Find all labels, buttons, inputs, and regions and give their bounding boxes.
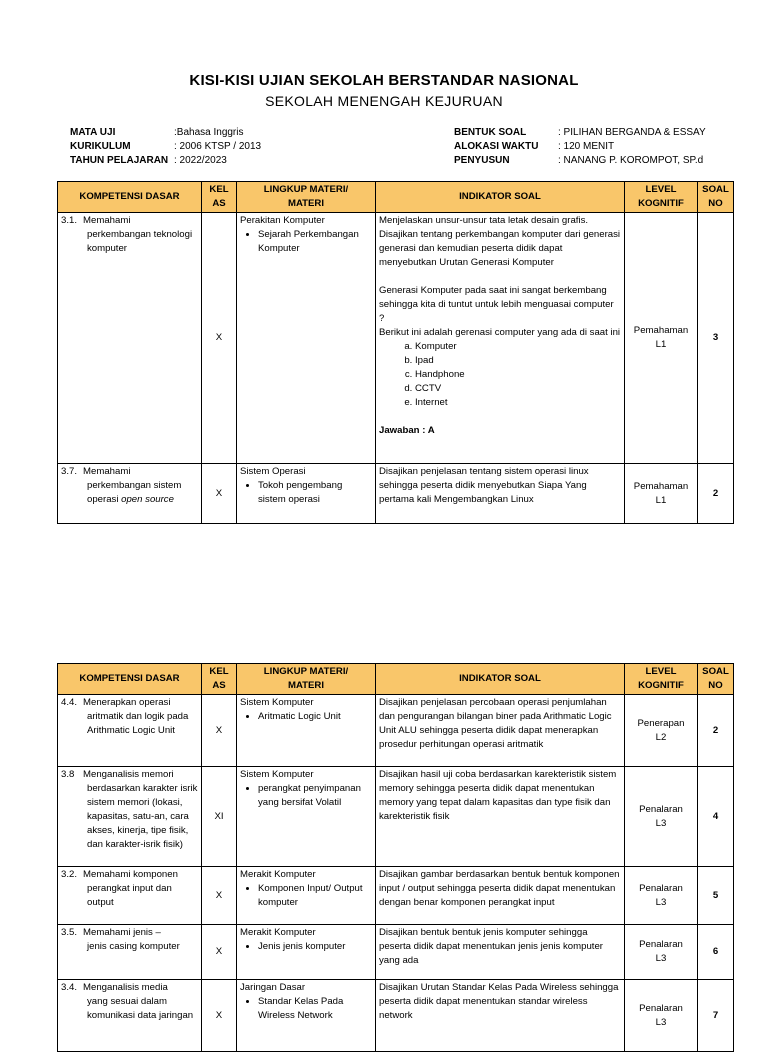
header-level-kognitif: LEVEL KOGNITIF: [625, 182, 698, 213]
materi-cell: Perakitan Komputer • Sejarah Perkembangan Komputer: [237, 213, 376, 464]
kelas-cell: X: [202, 213, 237, 464]
option-item: e. Internet: [415, 396, 621, 410]
indikator-cell: Disajikan penjelasan percobaan operasi penjumlahan dan pengurangan bilangan biner pada Arithmatic Logic Unit ALU sehingga peserta didik dapat menerapkan prosedur perhitungan operasi aritmatik: [376, 695, 625, 767]
table-row: [58, 213, 734, 464]
table-row: [58, 695, 734, 767]
document-subtitle: SEKOLAH MENENGAH KEJURUAN: [265, 93, 503, 109]
kd-cell: 4.4. Menerapkan operasi aritmatik dan logik pada Arithmatic Logic Unit: [58, 695, 202, 767]
list-item: • Aritmatic Logic Unit: [258, 710, 372, 724]
soal-cell: 3: [698, 213, 734, 464]
header-indikator-soal: INDIKATOR SOAL: [376, 664, 625, 695]
materi-cell: Merakit Komputer • Jenis jenis komputer: [237, 925, 376, 980]
meta-label: TAHUN PELAJARAN: [70, 155, 169, 166]
level-cell: Penalaran L3: [625, 867, 698, 925]
meta-label: ALOKASI WAKTU: [454, 141, 539, 152]
document-title: KISI-KISI UJIAN SEKOLAH BERSTANDAR NASIONAL: [189, 72, 579, 89]
level-cell: Pemahaman L1: [625, 464, 698, 524]
header-soal-no: SOAL NO: [698, 182, 734, 213]
meta-alokasi-waktu: [454, 140, 706, 154]
table-row: [58, 867, 734, 925]
materi-cell: Sistem Komputer • Aritmatic Logic Unit: [237, 695, 376, 767]
meta-label: MATA UJI: [70, 127, 116, 138]
header-kompetensi-dasar: KOMPETENSI DASAR: [58, 664, 202, 695]
meta-tahun-pelajaran: [70, 154, 261, 168]
option-item: d. CCTV: [415, 382, 621, 396]
kelas-cell: X: [202, 925, 237, 980]
meta-value: :Bahasa Inggris: [174, 127, 244, 138]
meta-value: : 120 MENIT: [558, 141, 615, 152]
meta-bentuk-soal: [454, 126, 706, 140]
answer-options: [379, 340, 621, 410]
level-cell: Pemahaman L1: [625, 213, 698, 464]
header-indikator-soal: INDIKATOR SOAL: [376, 182, 625, 213]
kd-cell: 3.4. Menganalisis media yang sesuai dalam komunikasi data jaringan: [58, 980, 202, 1052]
kelas-cell: X: [202, 980, 237, 1052]
materi-cell: Sistem Komputer • perangkat penyimpanan yang bersifat Volatil: [237, 767, 376, 867]
option-item: a. Komputer: [415, 340, 621, 354]
header-lingkup-materi: LINGKUP MATERI/ MATERI: [237, 182, 376, 213]
materi-cell: Jaringan Dasar • Standar Kelas Pada Wireless Network: [237, 980, 376, 1052]
indikator-cell: Disajikan gambar berdasarkan bentuk bentuk komponen input / output sehingga peserta didik dapat menentukan dengan benar komponen perangkat input: [376, 867, 625, 925]
header-soal-no: SOAL NO: [698, 664, 734, 695]
list-item: • Standar Kelas Pada Wireless Network: [258, 995, 372, 1023]
meta-value: : 2022/2023: [174, 155, 227, 166]
kelas-cell: XI: [202, 767, 237, 867]
answer-key: Jawaban : A: [379, 425, 435, 436]
table-header-row: [58, 182, 734, 213]
materi-cell: Merakit Komputer • Komponen Input/ Output komputer: [237, 867, 376, 925]
indikator-cell: Disajikan hasil uji coba berdasarkan karekteristik sistem memory sehingga peserta didik dapat menentukan memory yang tepat dalam kapasitas dan type fisik dan karekteristik fisik: [376, 767, 625, 867]
meta-kurikulum: [70, 140, 261, 154]
table-row: [58, 464, 734, 524]
list-item: • Tokoh pengembang sistem operasi: [258, 479, 372, 507]
table-row: [58, 925, 734, 980]
indikator-cell: Disajikan penjelasan tentang sistem operasi linux sehingga peserta didik menyebutkan Siapa Yang pertama kali Mengembangkan Linux: [376, 464, 625, 524]
list-item: • perangkat penyimpanan yang bersifat Volatil: [258, 782, 372, 810]
header-kompetensi-dasar: KOMPETENSI DASAR: [58, 182, 202, 213]
kelas-cell: X: [202, 695, 237, 767]
meta-label: KURIKULUM: [70, 141, 131, 152]
kisi-kisi-table-1: [57, 181, 734, 524]
meta-value: : 2006 KTSP / 2013: [174, 141, 262, 152]
kelas-cell: X: [202, 464, 237, 524]
header-lingkup-materi: LINGKUP MATERI/ MATERI: [237, 664, 376, 695]
level-cell: Penalaran L3: [625, 925, 698, 980]
option-item: b. Ipad: [415, 354, 621, 368]
meta-mata-uji: [70, 126, 261, 140]
header-level-kognitif: LEVEL KOGNITIF: [625, 664, 698, 695]
kd-cell: 3.2. Memahami komponen perangkat input dan output: [58, 867, 202, 925]
table-row: [58, 767, 734, 867]
meta-label: BENTUK SOAL: [454, 127, 527, 138]
level-cell: Penalaran L3: [625, 980, 698, 1052]
meta-left: [70, 126, 261, 168]
level-cell: Penerapan L2: [625, 695, 698, 767]
indikator-cell: Disajikan Urutan Standar Kelas Pada Wireless sehingga peserta didik dapat menentukan standar wireless network: [376, 980, 625, 1052]
meta-value: : PILIHAN BERGANDA & ESSAY: [558, 127, 706, 138]
kd-cell: 3.8 Menganalisis memori berdasarkan karakter isrik sistem memori (lokasi, kapasitas, satu-an, cara akses, kinerja, tipe fisik, dan karakter-isrik fisik): [58, 767, 202, 867]
soal-cell: 6: [698, 925, 734, 980]
meta-right: [454, 126, 706, 168]
soal-cell: 2: [698, 695, 734, 767]
kisi-kisi-table-2: [57, 663, 734, 1052]
meta-value: : NANANG P. KOROMPOT, SP.d: [558, 155, 704, 166]
kd-cell: 3.5. Memahami jenis – jenis casing komputer: [58, 925, 202, 980]
kd-cell: 3.7. Memahami perkembangan sistem operasi open source: [58, 464, 202, 524]
materi-cell: Sistem Operasi • Tokoh pengembang sistem operasi: [237, 464, 376, 524]
soal-cell: 4: [698, 767, 734, 867]
list-item: • Sejarah Perkembangan Komputer: [258, 228, 372, 256]
soal-cell: 5: [698, 867, 734, 925]
header-kelas: KEL AS: [202, 664, 237, 695]
indikator-cell: Disajikan bentuk bentuk jenis komputer sehingga peserta didik dapat menentukan jenis jenis komputer yang ada: [376, 925, 625, 980]
soal-cell: 7: [698, 980, 734, 1052]
level-cell: Penalaran L3: [625, 767, 698, 867]
kd-cell: 3.1. Memahami perkembangan teknologi komputer: [58, 213, 202, 464]
list-item: • Jenis jenis komputer: [258, 940, 372, 954]
option-item: c. Handphone: [415, 368, 621, 382]
indikator-cell: Menjelaskan unsur-unsur tata letak desain grafis. Disajikan tentang perkembangan komputer dari generasi generasi dan kemudian peserta didik dapat menyebutkan Urutan Generasi Komputer Generasi Komputer pada saat ini sangat berkembang sehingga kita di tuntut untuk lebih menguasai computer ? Berikut ini adalah gerenasi computer yang ada di saat ini a. Komputer b. Ipad c. Handphone d. CCTV e. Internet Jawaban : A: [376, 213, 625, 464]
kelas-cell: X: [202, 867, 237, 925]
meta-penyusun: [454, 154, 706, 168]
meta-label: PENYUSUN: [454, 155, 510, 166]
list-item: • Komponen Input/ Output komputer: [258, 882, 372, 910]
header-kelas: KEL AS: [202, 182, 237, 213]
soal-cell: 2: [698, 464, 734, 524]
table-row: [58, 980, 734, 1052]
table-header-row: [58, 664, 734, 695]
